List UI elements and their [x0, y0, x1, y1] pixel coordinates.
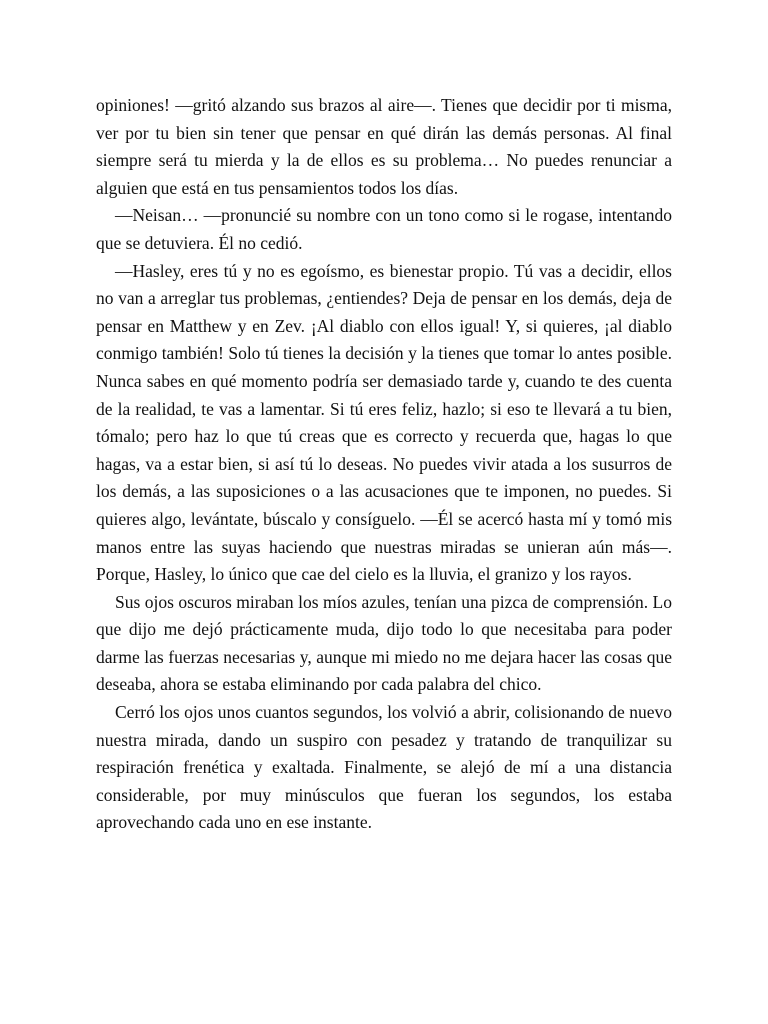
paragraph-narration-eyes: Sus ojos oscuros miraban los míos azules, tenían una pizca de comprensión. Lo que dijo me dejó prácticamente muda, dijo todo lo que necesitaba para poder darme las fuerzas necesarias y, aunque mi miedo no me dejara hacer las cosas que deseaba, ahora se estaba eliminando por cada palabra del chico. — [96, 591, 672, 695]
paragraph-dialogue-neisan: —Neisan… —pronuncié su nombre con un tono como si le rogase, intentando que se detuviera. Él no cedió. — [96, 205, 672, 253]
book-page-text — [96, 92, 672, 837]
paragraph-narration-closing: Cerró los ojos unos cuantos segundos, los volvió a abrir, colisionando de nuevo nuestra mirada, dando un suspiro con pesadez y tratando de tranquilizar su respiración frenética y exaltada. Finalmente, se alejó de mí a una distancia considerable, por muy minúsculos que fueran los segundos, los estaba aprovechando cada uno en ese instante. — [96, 702, 672, 833]
paragraph-continuation: opiniones! —gritó alzando sus brazos al aire—. Tienes que decidir por ti misma, ver por tu bien sin tener que pensar en qué dirán las demás personas. Al final siempre será tu mierda y la de ellos es su problema… No puedes renunciar a alguien que está en tus pensamientos todos los días. — [96, 95, 672, 198]
paragraph-dialogue-hasley: —Hasley, eres tú y no es egoísmo, es bienestar propio. Tú vas a decidir, ellos no van a arreglar tus problemas, ¿entiendes? Deja de pensar en los demás, deja de pensar en Matthew y en Zev. ¡Al diablo con ellos igual! Y, si quieres, ¡al diablo conmigo también! Solo tú tienes la decisión y la tienes que tomar lo antes posible. Nunca sabes en qué momento podría ser demasiado tarde y, cuando te des cuenta de la realidad, te vas a lamentar. Si tú eres feliz, hazlo; si eso te llevará a tu bien, tómalo; pero haz lo que tú creas que es correcto y recuerda que, hagas lo que hagas, va a estar bien, si así tú lo deseas. No puedes vivir atada a los susurros de los demás, a las suposiciones o a las acusaciones que te imponen, no puedes. Si quieres algo, levántate, búscalo y consíguelo. —Él se acercó hasta mí y tomó mis manos entre las suyas haciendo que nuestras miradas se unieran aún más—. Porque, Hasley, lo único que cae del cielo es la lluvia, el granizo y los rayos. — [96, 260, 672, 585]
